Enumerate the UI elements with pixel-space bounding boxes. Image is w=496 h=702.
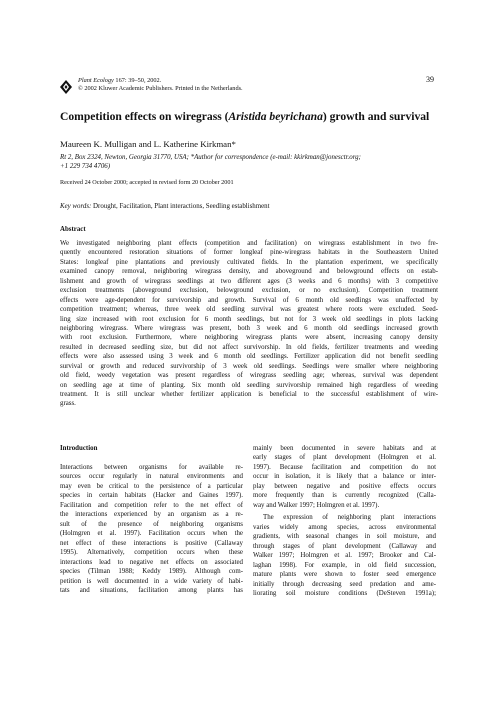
intro-line: interactions lead to negative net effects on associated	[60, 558, 243, 566]
intro-line: initially through decreasing seed predation and ame-	[253, 580, 436, 588]
abstract-line: We investigated neighboring plant effects (competition and facilitation) on wiregrass establishment in two fre-	[60, 240, 438, 247]
intro-line: gradients, with seasonal changes in soil moisture, and	[253, 533, 436, 541]
abstract-heading: Abstract	[60, 226, 86, 233]
intro-line: mainly been documented in severe habitats and at	[253, 445, 436, 452]
intro-line: way and Walker 1997; Holmgren et al. 1997).	[253, 501, 380, 509]
intro-line: (Holmgren et al. 1997). Facilitation occurs when the	[60, 530, 243, 538]
abstract-line: old field, weedy vegetation was present regardless of wiregrass seedling age; whereas, survival was dependent	[60, 372, 438, 380]
intro-line: early stages of plant development (Holmgren et al.	[253, 454, 436, 462]
intro-line: mature plants were shown to foster seed emergence	[253, 571, 436, 579]
abstract-line: survival or growth and reduced survivorship of 3 week old seedlings. Seedlings were smaller where neighboring	[60, 362, 438, 370]
kluwer-logo-icon	[60, 80, 72, 94]
intro-line: species in certain habitats (Hacker and Gaines 1997).	[60, 492, 243, 500]
article-authors: Maureen K. Mulligan and L. Katherine Kirkman*	[60, 139, 236, 149]
abstract-line: effects were also assessed using 3 week and 6 month old seedlings. Fertilizer application did not benefit seedling	[60, 353, 438, 361]
intro-line: 1995). Alternatively, competition occurs when these	[60, 549, 243, 557]
abstract-line: States: longleaf pine plantations and previously cultivated fields. In the plantation experiment, we specifically	[60, 258, 438, 266]
intro-line: the interactions experienced by an organism as a re-	[60, 511, 243, 519]
intro-line: sources occur regularly in natural environments and	[60, 473, 243, 481]
intro-line: occur in isolation, it is likely that a balance or inter-	[253, 473, 436, 481]
intro-line: may even be critical to the persistence of a particular	[60, 482, 243, 490]
article-title: Competition effects on wiregrass (Aristida beyrichana) growth and survival	[60, 110, 430, 123]
intro-line: varies widely among species, across environmental	[253, 523, 436, 531]
abstract-line: exclusion treatments (aboveground exclusion, belowground exclusion, or no exclusion). Competition treatment	[60, 287, 438, 295]
abstract-line: ling size increased with root exclusion for 6 month seedlings, but not for 3 week old seedlings in plots lacking	[60, 315, 438, 323]
intro-line: Interactions between organisms for available re-	[60, 464, 243, 471]
abstract-line: competition treatment; whereas, three week old seedling survival was greatest where roots were excluded. Seed-	[60, 306, 438, 314]
page-number: 39	[426, 75, 434, 84]
intro-line: sult of the presence of neighboring organisms	[60, 520, 243, 528]
abstract-line: on seedling age at time of planting. Six month old seedling survivorship remained high regardless of weeding	[60, 381, 438, 389]
journal-copyright: © 2002 Kluwer Academic Publishers. Printed in the Netherlands.	[78, 85, 243, 93]
abstract-line: treatment. It is still unclear whether fertilizer application is beneficial to the successful establishment of wire-	[60, 391, 438, 398]
intro-line: 1997). Because facilitation and competition do not	[253, 463, 436, 471]
intro-line: laghan 1998). For example, in old field succession,	[253, 561, 436, 569]
intro-line: more frequently than is currently recognized (Calla-	[253, 492, 436, 500]
intro-line: through stages of plant development (Callaway and	[253, 542, 436, 550]
left-column-text	[60, 463, 243, 596]
abstract-line: grass.	[60, 400, 76, 408]
journal-header	[78, 77, 243, 93]
journal-citation: Plant Ecology 167: 39–50, 2002.	[78, 77, 162, 84]
abstract-line: effects were age-dependent for survivorship and growth. Survival of 6 month old seedlings was unaffected by	[60, 296, 438, 304]
abstract-line: lishment and growth of wiregrass seedlings at two different ages (3 weeks and 6 months) with 3 competitive	[60, 277, 438, 285]
keywords: Key words: Drought, Facilitation, Plant interactions, Seedling establishment	[60, 203, 270, 210]
abstract-body	[60, 239, 438, 409]
intro-line: The expression of neighboring plant interactions	[263, 514, 436, 522]
intro-line: Walker 1997; Holmgren et al. 1997; Brooker and Cal-	[253, 552, 436, 560]
intro-line: liorating soil moisture conditions (DeSteven 1991a);	[253, 590, 436, 598]
abstract-line: resulted in decreased seedling size, but did not affect survivorship. In old fields, fertilizer treatments and weeding	[60, 343, 438, 351]
intro-line: petition is well documented in a wide variety of habi-	[60, 577, 243, 585]
abstract-line: with root exclusion. Furthermore, where neighboring wiregrass plants were absent, increasing canopy density	[60, 334, 438, 342]
intro-line: net effect of these interactions is positive (Callaway	[60, 539, 243, 547]
author-affiliation: Rt 2, Box 2324, Newton, Georgia 31770, USA; *Author for correspondence (e-mail: kkirkman@jonesctr.org; +1 229 734 4706)	[60, 154, 361, 171]
abstract-line: neighboring wiregrass. Where wiregrass was present, both 3 week and 6 month old seedlings increased growth	[60, 324, 438, 332]
intro-line: Facilitation and competition refer to the net effect of	[60, 501, 243, 509]
intro-line: tats and situations, facilitation among plants has	[60, 587, 243, 595]
intro-line: species (Tilman 1988; Keddy 1989). Although com-	[60, 568, 243, 576]
abstract-line: quently encountered restoration situations of former longleaf pine-wiregrass habitats in the Southeastern United	[60, 249, 438, 257]
introduction-heading: Introduction	[60, 445, 98, 452]
intro-line: play between negative and positive effects occurs	[253, 482, 436, 490]
abstract-line: examined canopy removal, neighboring wiregrass density, and aboveground and belowground effects on estab-	[60, 268, 438, 276]
received-dates: Received 24 October 2000; accepted in revised form 20 October 2001	[60, 179, 234, 186]
right-column-text	[253, 444, 436, 599]
